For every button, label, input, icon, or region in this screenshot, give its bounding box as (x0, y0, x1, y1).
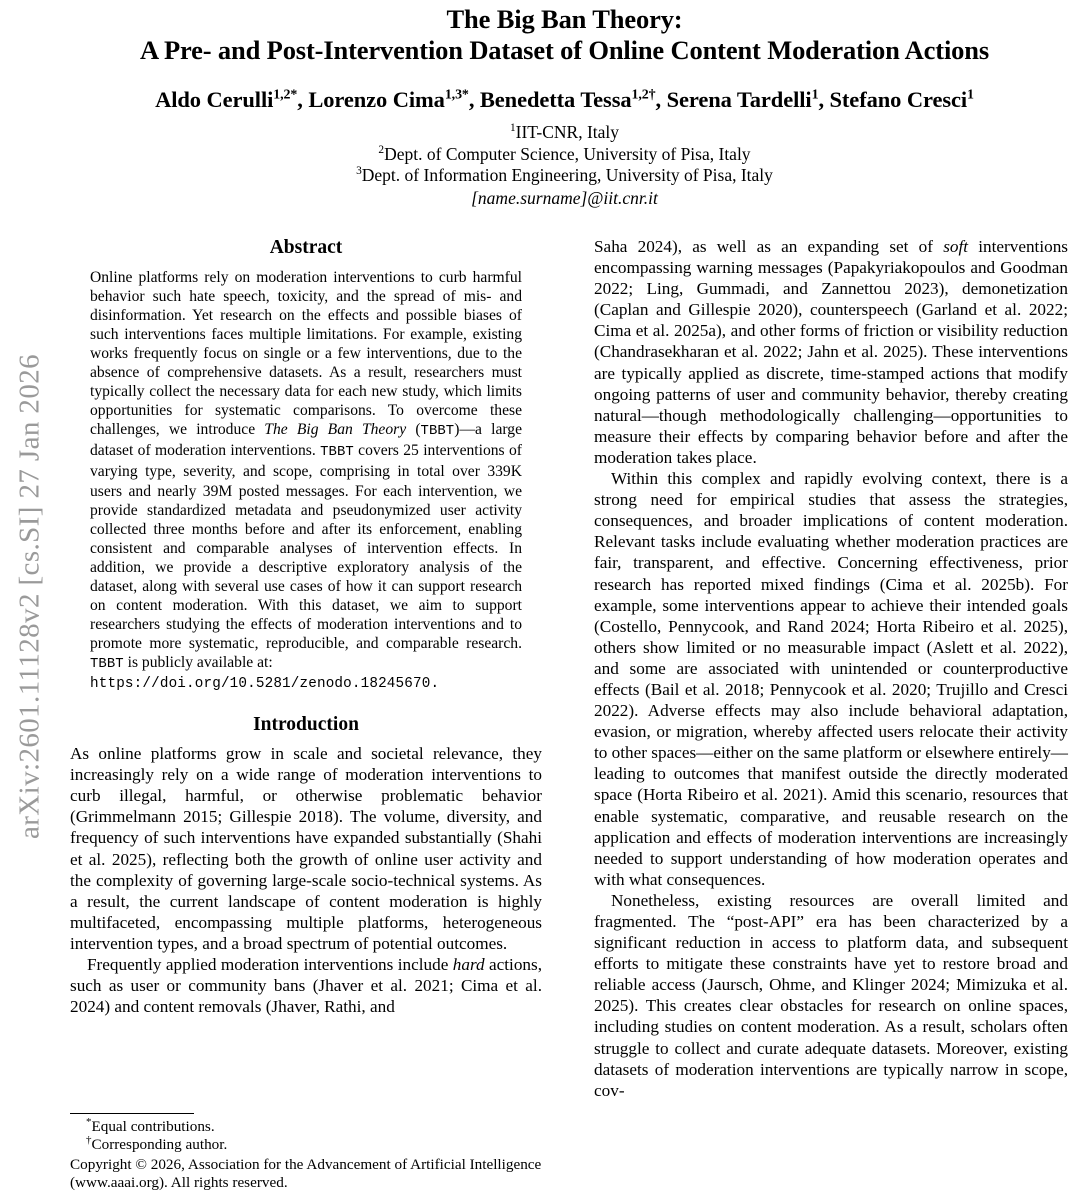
contact-email: [name.surname]@iit.cnr.it (471, 187, 658, 208)
abstract-text-5: is publicly available at: (123, 653, 273, 671)
author-list (58, 87, 1071, 113)
intro-paragraph-2-continued (594, 236, 1068, 468)
author-name: Lorenzo Cima (308, 87, 445, 112)
footnote-equal-contributions (70, 1115, 542, 1136)
affiliation-text: Dept. of Information Engineering, University of Pisa, Italy (361, 165, 773, 185)
author-separator: , (468, 87, 480, 112)
footnote-divider (70, 1113, 194, 1114)
footnote-equal-text: Equal contributions. (91, 1118, 215, 1135)
dataset-doi-link[interactable]: https://doi.org/10.5281/zenodo.18245670. (90, 675, 440, 692)
author-item (667, 87, 819, 112)
author-separator: , (655, 87, 667, 112)
abstract-text-3: )—a large dataset of moderation interventions. (90, 421, 523, 460)
author-item (480, 87, 656, 112)
author-affiliation-marks: 1,2* (273, 87, 298, 103)
title-block (58, 0, 1071, 209)
abstract-acronym: TBBT (420, 423, 455, 440)
abstract-text-1: Online platforms rely on moderation interventions to curb harmful behavior such hate speech, toxicity, and the spread of mis- and disinformation. Yet research on the effects and possible biases of such interventions faces multiple limitations. For example, existing works frequently focus on single or a few interventions, due to the absence of comprehensive datasets. As a result, researchers must typically collect the necessary data for each new study, which limits opportunities for systematic comparisons. To overcome these challenges, we introduce (90, 269, 522, 439)
affiliation-list (58, 122, 1071, 187)
footnote-mark-asterisk: * (86, 1115, 92, 1128)
intro-paragraph-1: As online platforms grow in scale and societal relevance, they increasingly rely on a wide range of moderation interventions to curb illegal, harmful, or otherwise problematic behavior (Grimmelmann 2015; Gillespie 2018). The volume, diversity, and frequency of such interventions have expanded substantially (Shahi et al. 2025), reflecting both the growth of online user activity and the complexity of governing large-scale socio-technical systems. As a result, the current landscape of content moderation is highly multifaceted, encompassing multiple platforms, heterogeneous intervention types, and a broad spectrum of potential outcomes. (70, 744, 542, 953)
title-line-2: A Pre- and Post-Intervention Dataset of Online Content Moderation Actions (139, 35, 990, 65)
author-affiliation-marks: 1,2† (631, 87, 656, 103)
intro-p2-text-c: interventions encompassing warning messages (Papakyriakopoulos and Goodman 2022; Ling, Gummadi, and Zannettou 2023), demonetization (Caplan and Gillespie 2020), counterspeech (Garland et al. 2022; Cima et al. 2025a), and other forms of friction or visibility reduction (Chandrasekharan et al. 2022; Jahn et al. 2025). These interventions are typically applied as discrete, time-stamped actions that modify ongoing patterns of user and community behavior, thereby creating natural—though methodologically challenging—opportunities to measure their effects by comparing behavior before and after the moderation takes place. (594, 237, 1068, 467)
author-item (308, 87, 469, 112)
author-separator: , (297, 87, 309, 112)
arxiv-stamp-text: arXiv:2601.11128v2 [cs.SI] 27 Jan 2026 (13, 353, 46, 840)
affiliation-mark: 2 (378, 143, 385, 156)
abstract-paragraph (90, 268, 522, 674)
author-name: Benedetta Tessa (479, 87, 632, 112)
copyright-notice: Copyright © 2026, Association for the Advancement of Artificial Intelligence (www.aaai.org). All rights reserved. (70, 1155, 542, 1192)
footnote-block (70, 1113, 542, 1193)
intro-p2-text-b: actions, such as user or community bans (Jhaver et al. 2021; Cima et al. 2024) and content removals (Jhaver, Rathi, and (70, 954, 542, 1017)
affiliation-item (58, 122, 1071, 144)
affiliation-item (58, 144, 1071, 166)
intro-paragraph-3: Within this complex and rapidly evolving context, there is a strong need for empirical studies that assess the strategies, consequences, and broader implications of content moderation. Relevant tasks include evaluating whether moderation practices are fair, transparent, and effective. Concerning effectiveness, prior research has reported mixed findings (Cima et al. 2025b). For example, some interventions appear to achieve their intended goals (Costello, Pennycook, and Rand 2024; Horta Ribeiro et al. 2025), others show limited or no measurable impact (Aslett et al. 2022), and some are associated with unintended or counterproductive effects (Bail et al. 2018; Pennycook et al. 2020; Trujillo and Cresci 2022). Adverse effects may also include behavioral adaptation, evasion, or migration, whereby affected users relocate their activity to other spaces—either on the same platform or elsewhere entirely—leading to outcomes that manifest outside the directly moderated space (Horta Ribeiro et al. 2021). Amid this scenario, resources that enable systematic, comparative, and reusable research on the application and effects of moderation interventions are increasingly needed to support understanding of how moderation operates and with what consequences. (594, 469, 1068, 889)
author-affiliation-marks: 1,3* (444, 87, 469, 103)
author-item (830, 87, 974, 112)
right-column (594, 236, 1068, 1200)
author-affiliation-marks: 1 (811, 87, 819, 103)
affiliation-mark: 3 (356, 165, 362, 178)
abstract-body (70, 268, 542, 694)
intro-term-soft: soft (943, 237, 969, 256)
abstract-text-2: ( (406, 421, 421, 439)
title-line-1: The Big Ban Theory: (446, 4, 683, 34)
affiliation-text: IIT-CNR, Italy (515, 122, 620, 142)
intro-p2-continuation: Saha 2024), as well as an expanding set of (594, 237, 944, 256)
abstract-heading: Abstract (269, 237, 343, 258)
affiliation-item (58, 165, 1071, 187)
abstract-acronym: TBBT (90, 655, 124, 672)
author-affiliation-marks: 1 (967, 87, 974, 103)
intro-term-hard: hard (452, 954, 485, 974)
affiliation-text: Dept. of Computer Science, University of Pisa, Italy (384, 143, 751, 164)
affiliation-mark: 1 (509, 122, 516, 135)
intro-paragraph-4: Nonetheless, existing resources are overall limited and fragmented. The “post-API” era has been characterized by a significant reduction in access to platform data, and subsequent efforts to mitigate these constraints have yet to restore broad and reliable access (Jaursch, Ohme, and Klinger 2024; Mimizuka et al. 2025). This creates clear obstacles for research on online spaces, including studies on content moderation. As a result, scholars often struggle to collect and curate adequate datasets. Moreover, existing datasets of moderation interventions are typically narrow in scope, cov- (594, 890, 1068, 1100)
abstract-dataset-title: The Big Ban Theory (264, 421, 407, 439)
intro-p2-text-a: Frequently applied moderation interventions include (87, 954, 453, 974)
author-name: Stefano Cresci (829, 87, 968, 112)
author-separator: , (818, 87, 830, 112)
introduction-heading: Introduction (253, 714, 359, 736)
footnote-corresponding-author (70, 1136, 542, 1154)
left-column (70, 236, 542, 1200)
author-name: Serena Tardelli (666, 87, 812, 112)
abstract-text-4: covers 25 interventions of varying type, severity, and scope, comprising in total over 339K users and nearly 39M posted messages. For each intervention, we provide standardized metadata and pseudonymized user activity collected three months before and after its enforcement, enabling consistent and comparable analyses of intervention effects. In addition, we provide a descriptive exploratory analysis of the dataset, along with several use cases of how it can support research on content moderation. With this dataset, we aim to support researchers studying the effects of moderation interventions and to promote more systematic, reproducible, and comparable research. (90, 442, 522, 652)
arxiv-stamp (0, 0, 58, 1200)
abstract-acronym: TBBT (320, 444, 354, 461)
author-name: Aldo Cerulli (155, 87, 274, 112)
intro-paragraph-2 (70, 954, 542, 1017)
author-item (155, 87, 297, 112)
footnote-corresponding-text: Corresponding author. (91, 1136, 228, 1154)
footnote-mark-dagger: † (86, 1134, 92, 1147)
page-title (58, 0, 1071, 66)
